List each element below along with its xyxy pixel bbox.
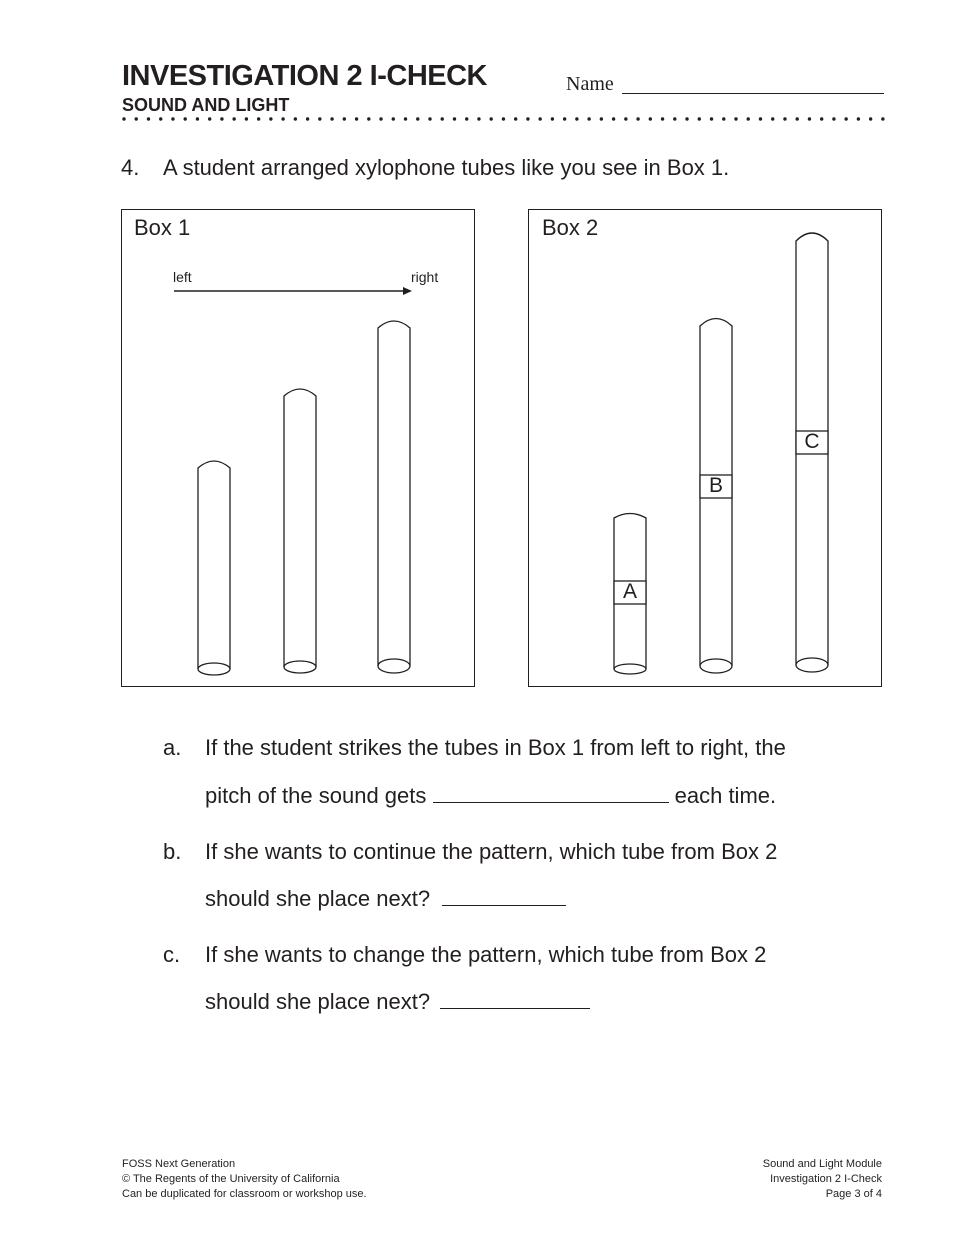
- tube-short: [198, 461, 230, 675]
- subquestion-c-text: If she wants to change the pattern, which tube from Box 2: [205, 942, 767, 967]
- footer-left-line: FOSS Next Generation: [122, 1158, 236, 1170]
- subquestion-c-answer-line: [205, 989, 590, 1015]
- page-subtitle: SOUND AND LIGHT: [122, 95, 290, 115]
- subquestion-b-answer-line: [205, 886, 566, 912]
- subquestion-a-text: If the student strikes the tubes in Box 1 from left to right, the: [205, 735, 786, 760]
- subquestion-a-letter: a.: [163, 735, 182, 760]
- tube-a-label: A: [622, 580, 637, 603]
- tube-b-label: B: [708, 474, 723, 497]
- direction-arrow: [174, 287, 412, 295]
- subquestion-b-answer-blank[interactable]: [442, 887, 566, 906]
- subquestion-c-answer-blank[interactable]: [440, 990, 590, 1009]
- footer-right-line: Investigation 2 I-Check: [770, 1173, 882, 1185]
- footer-right-line: Sound and Light Module: [762, 1158, 882, 1170]
- tube-medium: [284, 389, 316, 673]
- footer-left: [122, 1157, 367, 1202]
- footer-left-line: Can be duplicated for classroom or workshop use.: [122, 1188, 367, 1200]
- question-text: A student arranged xylophone tubes like you see in Box 1.: [163, 155, 730, 180]
- box-2: [528, 209, 882, 687]
- name-field[interactable]: [622, 93, 884, 94]
- left-label: left: [173, 269, 192, 285]
- subquestion-a-text-after: each time.: [674, 783, 777, 808]
- subquestion-b-letter: b.: [163, 839, 182, 864]
- subquestion-a-answer-line: [205, 783, 776, 809]
- dotted-divider: [122, 114, 886, 124]
- subquestion-b-text: If she wants to continue the pattern, which tube from Box 2: [205, 839, 778, 864]
- page-title: INVESTIGATION 2 I-CHECK: [122, 60, 487, 92]
- box-1-label: Box 1: [134, 215, 191, 240]
- name-label: Name: [566, 73, 614, 95]
- footer-right-line: Page 3 of 4: [825, 1188, 882, 1200]
- footer-right: [763, 1157, 882, 1202]
- question-number: 4.: [121, 155, 140, 180]
- footer-left-line: © The Regents of the University of California: [122, 1173, 340, 1185]
- subquestion-a-text-before: pitch of the sound gets: [205, 783, 427, 808]
- right-label: right: [411, 269, 439, 285]
- subquestion-b-text-before: should she place next?: [205, 886, 431, 911]
- subquestion-c-text-before: should she place next?: [205, 989, 431, 1014]
- tube-c-label: C: [804, 430, 820, 453]
- subquestion-a-answer-blank[interactable]: [433, 784, 669, 803]
- subquestion-c-letter: c.: [163, 942, 181, 967]
- tube-tall: [378, 321, 410, 673]
- box-2-label: Box 2: [542, 215, 599, 240]
